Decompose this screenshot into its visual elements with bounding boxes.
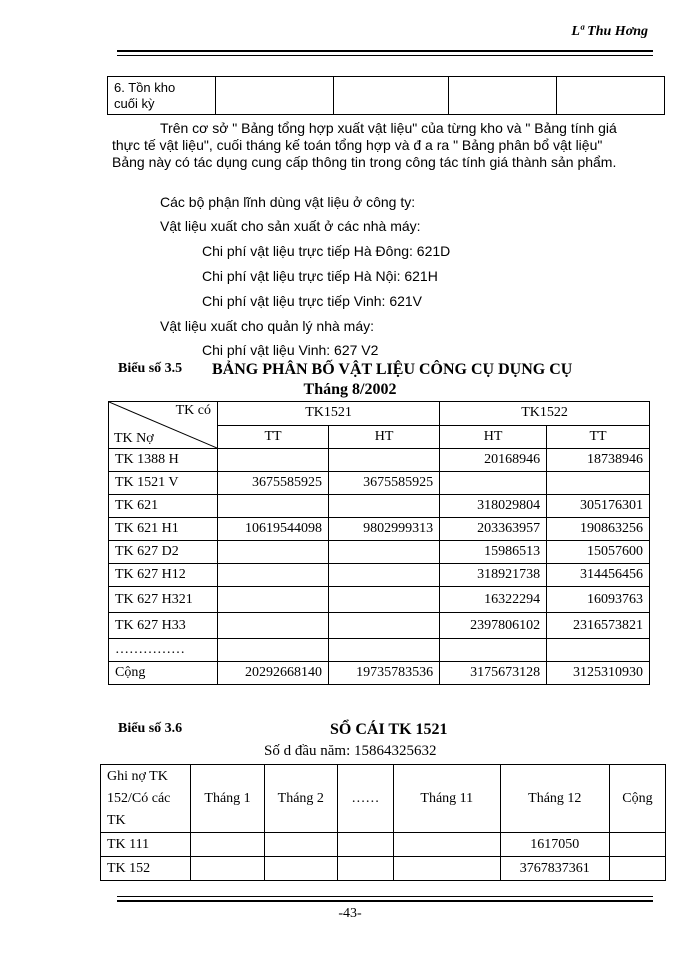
cell [329,495,440,518]
row-label: TK 627 H12 [109,564,218,587]
sub-header: HT [440,425,547,449]
table36-subtitle: Số d đầu năm: 15864325632 [264,743,437,759]
cell [218,639,329,662]
body-line: Chi phí vật liệu trực tiếp Hà Đông: 621D [202,243,451,259]
row-label-ending-stock [108,77,216,115]
row-label: TK 1388 H [109,449,218,472]
cell [218,541,329,564]
table35-subtitle: Tháng 8/2002 [303,381,397,398]
header-cell: …… [337,765,393,833]
table-row [109,587,650,613]
cell [609,857,665,881]
table-cell [449,77,557,115]
cell: 3675585925 [218,472,329,495]
cell: 190863256 [547,518,650,541]
cell [218,449,329,472]
table-row [109,495,650,518]
table-row [109,518,650,541]
cell: 3125310930 [547,662,650,685]
cell: 10619544098 [218,518,329,541]
cell: 15057600 [547,541,650,564]
cell: 305176301 [547,495,650,518]
cell: 9802999313 [329,518,440,541]
group-header: TK1522 [440,402,650,426]
body-line: Vật liệu xuất cho quản lý nhà máy: [160,318,375,334]
cell [547,472,650,495]
cell: 3675585925 [329,472,440,495]
material-allocation-table [108,401,650,685]
cell [440,472,547,495]
body-paragraph: Trên cơ sở " Bảng tổng hợp xuất vật liệu" của từng kho và " Bảng tính giá thực tế vật liệu", cuối tháng kế toán tổng hợp và đ a ra " Bảng phân bổ vật liệu" Bảng này có tác dụng cung cấp thông tin trong công tác tính giá thành sản phẩm. [112,120,617,170]
cell [264,833,337,857]
header-rule-thick [117,50,653,52]
cell [547,639,650,662]
header-cell: Cộng [609,765,665,833]
cell: 19735783536 [329,662,440,685]
header-rule-thin [117,55,653,56]
corner-header [109,402,218,449]
cell: 15986513 [440,541,547,564]
row-label: Cộng [109,662,218,685]
cell [337,833,393,857]
row-label: TK 621 [109,495,218,518]
corner-top-label: TK có [175,403,211,418]
cell: 3175673128 [440,662,547,685]
total-row [109,662,650,685]
header-cell: Tháng 12 [500,765,609,833]
cell [393,857,500,881]
sub-header: TT [547,425,650,449]
sub-header: HT [329,425,440,449]
cell: 20292668140 [218,662,329,685]
footer-rule-thin [117,896,653,897]
body-line: Các bộ phận lĩnh dùng vật liệu ở công ty: [160,194,416,210]
row-label: TK 111 [101,833,191,857]
cell: 16093763 [547,587,650,613]
table-row [101,833,666,857]
inventory-table [107,76,665,115]
row-label: TK 621 H1 [109,518,218,541]
table-cell [216,77,334,115]
group-header: TK1521 [218,402,440,426]
cell: 318921738 [440,564,547,587]
cell [329,541,440,564]
cell: 20168946 [440,449,547,472]
row-label-line: cuối kỳ [114,95,155,111]
cell [218,613,329,639]
cell [218,495,329,518]
cell [191,857,264,881]
cell: 314456456 [547,564,650,587]
footer-rule-thick [117,900,653,902]
page-header-author: Lª Thu Hơng [571,24,648,39]
sub-header: TT [218,425,329,449]
cell [329,613,440,639]
cell: 2397806102 [440,613,547,639]
table-row [109,613,650,639]
cell: 1617050 [500,833,609,857]
table-row [109,639,650,662]
table-cell [333,77,449,115]
table-cell [557,77,665,115]
cell [329,639,440,662]
cell [440,639,547,662]
cell [337,857,393,881]
header-cell: Tháng 1 [191,765,264,833]
table-row [109,449,650,472]
table-row [109,564,650,587]
table35-caption: Biểu số 3.5 [118,361,183,376]
body-line: Chi phí vật liệu trực tiếp Hà Nội: 621H [202,268,438,284]
table-row [101,857,666,881]
cell: 16322294 [440,587,547,613]
table-row [109,472,650,495]
cell [609,833,665,857]
cell [329,587,440,613]
row-label: TK 627 H321 [109,587,218,613]
cell [191,833,264,857]
table35-title: BẢNG PHÂN BỐ VẬT LIỆU CÔNG CỤ DỤNG CỤ [212,361,573,378]
row-label: TK 152 [101,857,191,881]
cell: 3767837361 [500,857,609,881]
body-line: Chi phí vật liệu Vinh: 627 V2 [202,342,379,358]
table36-caption: Biểu số 3.6 [118,721,183,736]
cell [393,833,500,857]
ledger-table [100,764,666,881]
header-cell: Tháng 2 [264,765,337,833]
cell: 318029804 [440,495,547,518]
cell [218,564,329,587]
row-label: TK 1521 V [109,472,218,495]
cell [264,857,337,881]
row-label: …………… [109,639,218,662]
row-label: TK 627 D2 [109,541,218,564]
body-line: Vật liệu xuất cho sản xuất ở các nhà máy: [160,218,421,234]
page-number: -43- [338,906,362,921]
cell: 18738946 [547,449,650,472]
header-cell: Ghi nợ TK 152/Có các TK [101,765,191,833]
cell [329,564,440,587]
corner-bottom-label: TK Nợ [114,431,154,446]
table-row [109,541,650,564]
cell: 2316573821 [547,613,650,639]
body-line: Chi phí vật liệu trực tiếp Vinh: 621V [202,293,423,309]
cell: 203363957 [440,518,547,541]
header-cell: Tháng 11 [393,765,500,833]
row-label: TK 627 H33 [109,613,218,639]
table36-title: SỔ CÁI TK 1521 [330,721,448,738]
row-label-line: 6. Tồn kho [114,79,176,95]
cell [329,449,440,472]
cell [218,587,329,613]
